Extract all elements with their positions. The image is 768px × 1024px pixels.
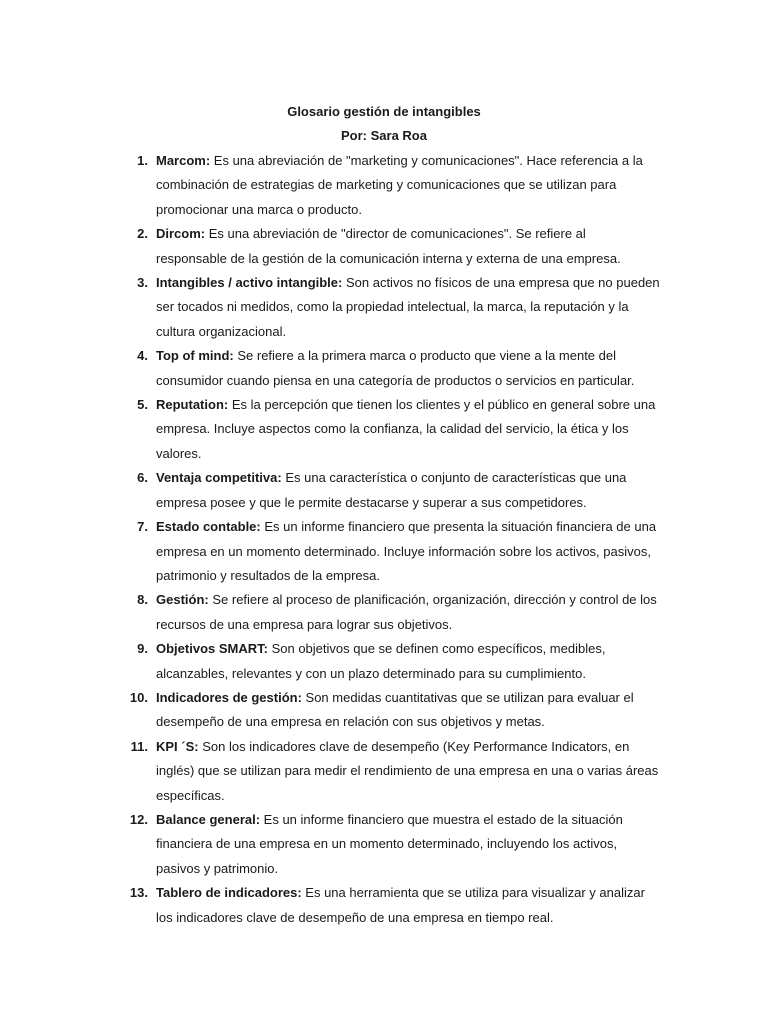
- item-term: Ventaja competitiva:: [156, 470, 282, 486]
- item-term: Marcom:: [156, 153, 211, 168]
- item-definition: Se refiere a la primera marca o producto que viene a la mente del consumidor cuando piensa en una categoría de productos o servicios en particular.: [156, 348, 635, 388]
- item-definition: Es una herramienta que se utiliza para visualizar y analizar los indicadores clave de desempeño de una empresa en tiempo real.: [156, 885, 645, 925]
- glossary-item: [120, 222, 660, 271]
- item-term: Intangibles / activo intangible:: [156, 275, 343, 291]
- glossary-item: [120, 637, 660, 686]
- glossary-item: [120, 393, 660, 466]
- item-number: 5.: [137, 397, 148, 413]
- item-term: Reputation:: [156, 397, 229, 413]
- glossary-item: [120, 271, 660, 344]
- item-definition: Son medidas cuantitativas que se utilizan para evaluar el desempeño de una empresa en relación con sus objetivos y metas.: [156, 689, 634, 730]
- item-term: Top of mind:: [156, 348, 234, 364]
- glossary-item: [120, 735, 660, 808]
- item-term: Dircom:: [156, 226, 206, 242]
- item-number: 12.: [129, 811, 148, 827]
- item-term: Estado contable:: [156, 519, 261, 535]
- glossary-item: [120, 344, 660, 393]
- item-number: 10.: [129, 689, 148, 705]
- item-term: Gestión:: [156, 592, 209, 608]
- item-definition: Se refiere al proceso de planificación, organización, dirección y control de los recursos de una empresa para lograr sus objetivos.: [156, 592, 657, 632]
- glossary-item: [120, 686, 660, 735]
- document-title: Glosario gestión de intangibles: [287, 104, 481, 119]
- glossary-item: [120, 881, 660, 930]
- glossary-item: [120, 588, 660, 637]
- item-number: 7.: [137, 519, 148, 535]
- item-definition: Es una característica o conjunto de características que una empresa posee y que le permite destacarse y superar a sus competidores.: [156, 470, 627, 510]
- item-number: 4.: [137, 348, 148, 364]
- item-term: Balance general:: [156, 811, 261, 827]
- item-term: KPI ´S:: [156, 738, 199, 754]
- item-definition: Es una abreviación de "director de comunicaciones". Se refiere al responsable de la gestión de la comunicación interna y externa de una empresa.: [156, 226, 621, 266]
- glossary-item: [120, 808, 660, 881]
- item-number: 8.: [137, 592, 148, 608]
- item-term: Objetivos SMART:: [156, 641, 268, 657]
- item-definition: Son los indicadores clave de desempeño (Key Performance Indicators, en inglés) que se utilizan para medir el rendimiento de una empresa en una o varias áreas específicas.: [156, 738, 659, 803]
- item-term: Tablero de indicadores:: [156, 885, 302, 901]
- item-number: 9.: [137, 641, 148, 657]
- item-term: Indicadores de gestión:: [156, 689, 302, 705]
- item-number: 3.: [137, 275, 148, 291]
- item-definition: Es una abreviación de "marketing y comunicaciones". Hace referencia a la combinación de estrategias de marketing y comunicaciones que se utilizan para promocionar una marca o producto.: [156, 153, 643, 217]
- glossary-item: [120, 149, 660, 222]
- glossary-item: [120, 515, 660, 588]
- item-definition: Es un informe financiero que muestra el estado de la situación financiera de una empresa en un momento determinado, incluyendo los activos, pasivos y patrimonio.: [156, 811, 623, 876]
- item-number: 1.: [137, 153, 148, 168]
- item-number: 13.: [129, 885, 148, 901]
- item-number: 11.: [130, 738, 148, 754]
- item-number: 6.: [137, 470, 148, 486]
- item-number: 2.: [137, 226, 148, 242]
- item-definition: Son activos no físicos de una empresa que no pueden ser tocados ni medidos, como la propiedad intelectual, la marca, la reputación y la cultura organizacional.: [156, 275, 660, 339]
- item-definition: Es la percepción que tienen los clientes y el público en general sobre una empresa. Incluye aspectos como la confianza, la calidad del servicio, la ética y los valores.: [156, 397, 656, 461]
- glossary-item: [120, 466, 660, 515]
- item-definition: Es un informe financiero que presenta la situación financiera de una empresa en un momento determinado. Incluye información sobre los activos, pasivos, patrimonio y resultados de la empresa.: [156, 519, 657, 583]
- document-author: Por: Sara Roa: [341, 128, 427, 143]
- item-definition: Son objetivos que se definen como específicos, medibles, alcanzables, relevantes y con un plazo determinado para su cumplimiento.: [156, 641, 606, 681]
- glossary-list: [120, 149, 660, 930]
